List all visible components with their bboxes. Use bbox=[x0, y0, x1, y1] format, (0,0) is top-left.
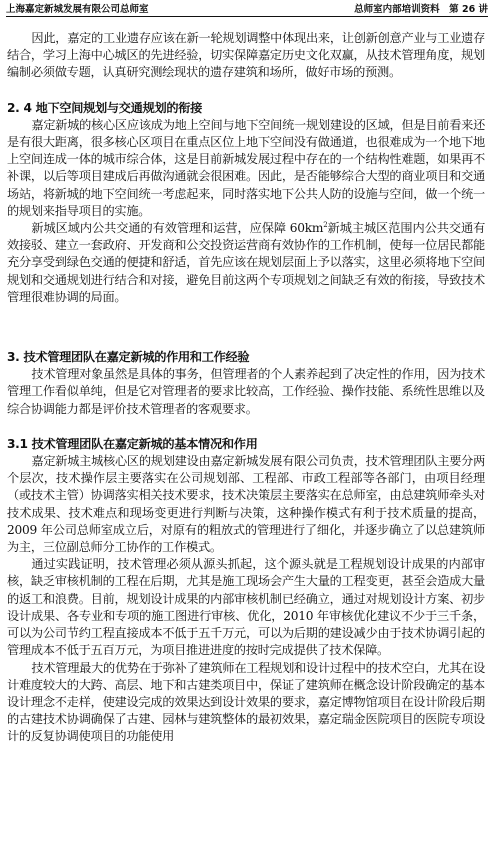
paragraph-tech-management-intro: 技术管理对象虽然是具体的事务，但管理者的个人素养起到了决定性的作用，因为技术管理工作看似单纯，但是它对管理者的要求比较高，工作经验、操作技能、系统性思维以及综合协调能力都是评价技术管理者的客观要求。 bbox=[7, 367, 486, 416]
heading-2-4: 2. 4 地下空间规划与交通规划的衔接 bbox=[7, 100, 203, 115]
heading-3: 3. 技术管理团队在嘉定新城的作用和工作经验 bbox=[7, 350, 250, 365]
superscript-2: 2 bbox=[323, 220, 328, 229]
heading-3-1: 3.1 技术管理团队在嘉定新城的基本情况和作用 bbox=[7, 436, 258, 451]
page-header bbox=[6, 0, 488, 17]
header-company: 上海嘉定新城发展有限公司总师室 bbox=[6, 4, 149, 15]
paragraph-underground-space: 嘉定新城的核心区应该成为地上空间与地下空间统一规划建设的区域，但是目前看来还是有很大距离，很多核心区项目在重点区位上地下空间没有做通道，也很难成为一个地下地上空间连成一体的城市综合体，这是目前新城发展过程中存在的一个结构性难题，如果再不补课，以后等项目建成后再做沟通就会很困难。因此，是否能够综合大型的商业项目和交通场站，将新城的地下空间统一考虑起来，同时落实地下公共人防的设施与空间，做一个统一的规划来指导项目的实施。 bbox=[7, 117, 486, 218]
page-body bbox=[7, 30, 485, 746]
paragraph-industrial-heritage: 因此，嘉定的工业遗存应该在新一轮规划调整中体现出来，让创新创意产业与工业遗存结合，学习上海中心城区的先进经验，切实保障嘉定历史文化双赢，从技术管理角度，规划编制必须做专题，认真研究测绘现状的遗存建筑和场所，做好市场的预测。 bbox=[7, 31, 486, 80]
paragraph-public-transport bbox=[7, 220, 485, 306]
paragraph-tech-advantage: 技术管理最大的优势在于弥补了建筑师在工程规划和设计过程中的技术空白，尤其在设计难度较大的大跨、高层、地下和古建类项目中，保证了建筑师在概念设计阶段确定的基本设计理念不走样，使建设完成的效果达到设计效果的要求，嘉定博物馆项目在设计阶段后期的古建技术协调确保了古建、园林与建筑整体的最初效果，嘉定瑞金医院项目的医院专项设计的反复协调使项目的功能使用 bbox=[7, 660, 486, 744]
header-series: 总师室内部培训资料 第 26 讲 bbox=[354, 4, 488, 15]
transport-text-a: 新城区域内公共交通的有效管理和运营，应保障 60km bbox=[31, 221, 324, 236]
paragraph-team-structure: 嘉定新城主城核心区的规划建设由嘉定新城发展有限公司负责，技术管理团队主要分两个层次，技术操作层主要落实在公司规划部、工程部、市政工程部等各部门，由项目经理（或技术主管）协调落实相关技术要求，技术决策层主要落实在总师室，由总建筑师牵头对技术成果、技术难点和现场变更进行判断与决策，这种操作模式有利于技术质量的提高，2009 年公司总师室成立后，对原有的粗放式的管理进行了细化，并逐步确立了以总建筑师为主，三位副总师分工协作的工作模式。 bbox=[7, 454, 486, 555]
paragraph-design-review: 通过实践证明，技术管理必须从源头抓起，这个源头就是工程规划设计成果的内部审核，缺乏审核机制的工程在后期，尤其是施工现场会产生大量的工程变更，甚至会造成大量的返工和浪费。目前，规划设计成果的内部审核机制已经确立，通过对规划设计方案、初步设计成果、各专业和专项的施工图进行审核、优化，2010 年审核优化建议不少于三千条，可以为公司节约工程直接成本不低于五千万元，可以为后期的建设减少由于技术协调引起的管理成本不低于五百万元，为项目推进进度的按时完成提供了技术保障。 bbox=[7, 557, 485, 658]
transport-text-b: 新城主城区范围内公共交通有效接驳、建立一套政府、开发商和公交投资运营商有效协作的工作机制，使每一位居民都能充分享受到绿色交通的便捷和舒适，首先应该在规划层面上予以落实，这里必须将地下空间规划和交通规划进行结合和对接，避免目前这两个专项规划之间缺乏有效的衔接，导致技术管理很难协调的局面。 bbox=[7, 221, 486, 304]
